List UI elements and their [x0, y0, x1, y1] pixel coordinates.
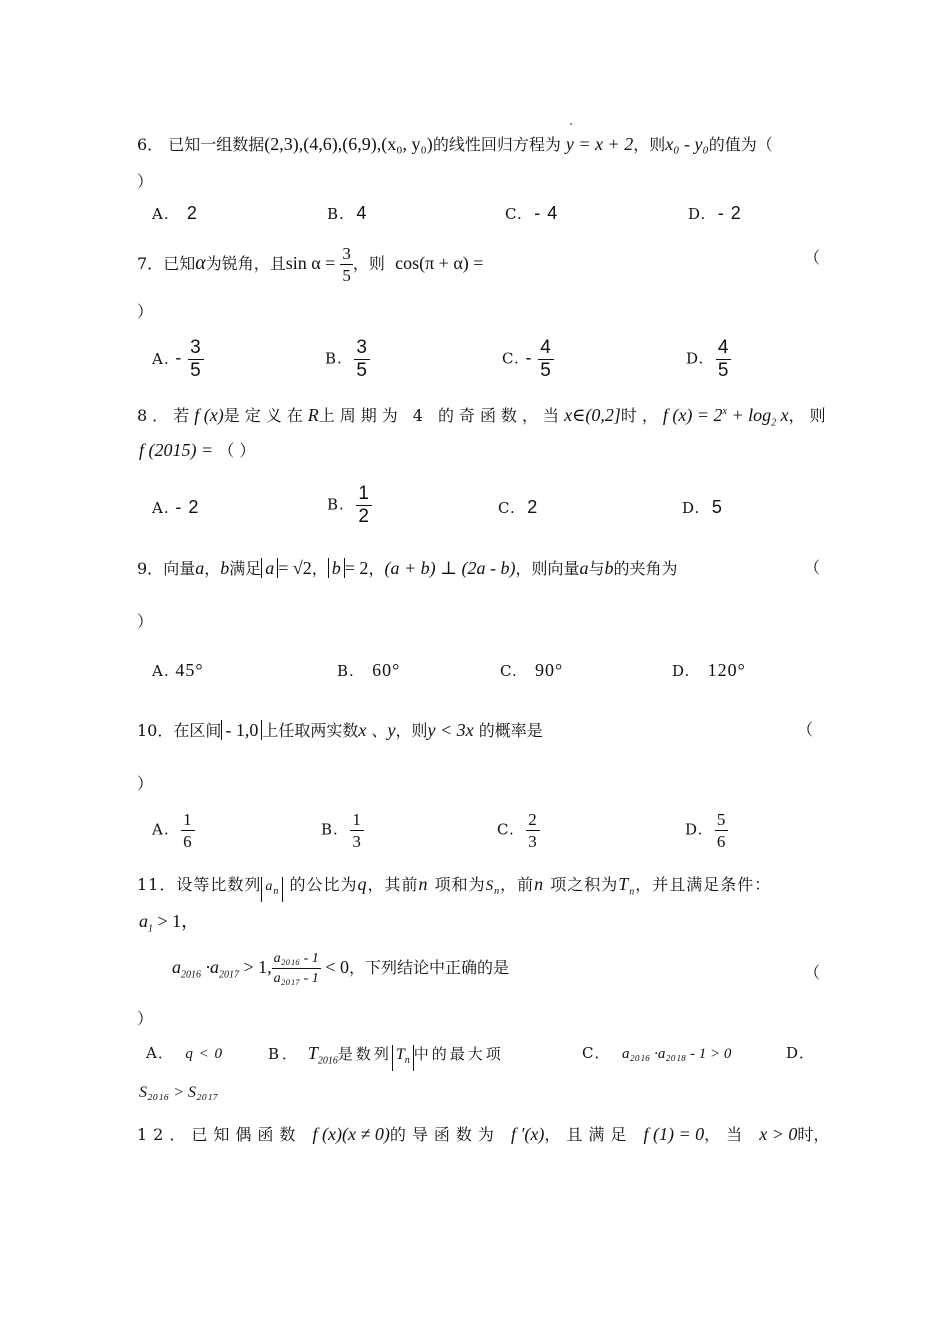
q6-number: 6． [137, 135, 164, 154]
q9-open-paren: （ [804, 558, 821, 577]
q8-option-a[interactable]: A. - 2 [152, 497, 200, 517]
q11-option-d[interactable]: D． [786, 1044, 816, 1062]
q10-option-d[interactable]: D. $\frac{5}{6}$ [685, 810, 727, 851]
q9-option-c[interactable]: C. 90° [500, 660, 564, 680]
q7-close-paren: ） [137, 302, 154, 321]
q10-option-a[interactable]: A. $\frac{1}{6}$ [152, 810, 193, 851]
q10-option-b[interactable]: B. $\frac{1}{3}$ [321, 810, 362, 851]
q11-option-d-value: S₂₀₁₆ > S₂₀₁₇ [139, 1084, 219, 1101]
q9-stem: 9．向量a，b满足 a = √2， b = 2，(a + b) ⊥ (2a - b)，则向量a与b的夹角为 [137, 558, 678, 578]
q8-option-b[interactable]: B. $\frac{1}{2}$ [327, 483, 370, 527]
q9-option-b[interactable]: B. 60° [337, 660, 401, 680]
q10-stem: 10．在区间 - 1,0 上任取两实数x 、y，则y < 3x 的概率是 [137, 720, 543, 740]
q11-open-paren: （ [804, 963, 821, 982]
q7-open-paren: （ [804, 248, 821, 267]
q10-number: 10． [137, 721, 174, 740]
q9-close-paren: ） [137, 612, 154, 631]
q7-option-a[interactable]: A. - $\frac{3}{5}$ [152, 337, 202, 381]
q6-option-a[interactable]: A. 2 [152, 203, 198, 223]
q7-option-d[interactable]: D. $\frac{4}{5}$ [686, 337, 730, 381]
q10-open-paren: （ [797, 720, 814, 739]
q6-option-b[interactable]: B. 4 [327, 203, 368, 223]
q11-close-paren: ） [137, 1009, 154, 1028]
q6-data-points: (2,3),(4,6),(6,9),(x₀, y₀) [264, 134, 433, 154]
q7-cos-expression: cos(π + α) = [395, 253, 484, 273]
q8-number: 8． [137, 406, 174, 425]
hat-symbol: ˆ [568, 124, 574, 134]
q8-option-c[interactable]: C. 2 [498, 497, 539, 517]
q11-condition-2: $a_{2016} \cdot a_{2017} > 1$, $\frac{\text{a₂₀₁₆ - 1}}{\text{a₂₀₁₇ - 1}}$ < 0，下列结论中正确的是 [172, 951, 509, 986]
q6-stem: 6． 已知一组数据(2,3),(4,6),(6,9),(x₀, y₀)的线性回归方程为 ˆ y = x + 2，则x₀ - y₀的值为（ [137, 134, 773, 155]
q11-option-c[interactable]: C． a₂₀₁₆ ·a₂₀₁₈ - 1 > 0 [582, 1044, 732, 1062]
q7-number: 7． [137, 254, 164, 273]
q11-stem: 11．设等比数列 $a_n$ 的公比为q，其前n 项和为$S_n$，前n 项之积为$T_n$，并且满足条件： [137, 874, 771, 903]
q10-interval: - 1,0 [221, 720, 262, 740]
q9-option-a[interactable]: A. 45° [152, 660, 204, 680]
q6-option-c[interactable]: C. - 4 [505, 203, 559, 223]
q7-stem: 7．已知α为锐角，且sin α = $\frac{3}{5}$ ，则 cos(π + α) = [137, 244, 484, 285]
q6-close-paren: ） [137, 172, 154, 191]
q10-close-paren: ） [137, 774, 154, 793]
q12-stem: 12．已知偶函数 f (x)(x ≠ 0)的导函数为 f ′(x)，且满足 f (1) = 0，当 x > 0时， [137, 1124, 830, 1144]
q7-option-b[interactable]: B. $\frac{3}{5}$ [325, 337, 368, 381]
q11-option-b[interactable]: B． $T_{2016}$是数列 $T_n$ 中的最大项 [268, 1043, 504, 1072]
q8-option-d[interactable]: D. 5 [682, 497, 723, 517]
q7-option-c[interactable]: C. - $\frac{4}{5}$ [502, 337, 552, 381]
q11-condition-1: $a_1 > 1$， [139, 911, 200, 935]
q11-option-a[interactable]: A． q < 0 [146, 1044, 224, 1062]
q8-stem: 8．若f (x)是定义在R上周期为 4 的奇函数，当x∈(0,2]时，f $(x) = 2^x + \log_2 x$，则 [137, 405, 831, 429]
q9-number: 9． [137, 559, 164, 578]
q8-line2: f (2015) = （ ） [139, 440, 256, 460]
q10-option-c[interactable]: C. $\frac{2}{3}$ [497, 810, 538, 851]
q12-number: 12． [137, 1125, 192, 1144]
q6-option-d[interactable]: D. - 2 [688, 203, 742, 223]
q9-option-d[interactable]: D. 120° [672, 660, 746, 680]
q6-regression-equation: y = x + 2 [565, 134, 634, 154]
q11-number: 11． [137, 875, 177, 894]
